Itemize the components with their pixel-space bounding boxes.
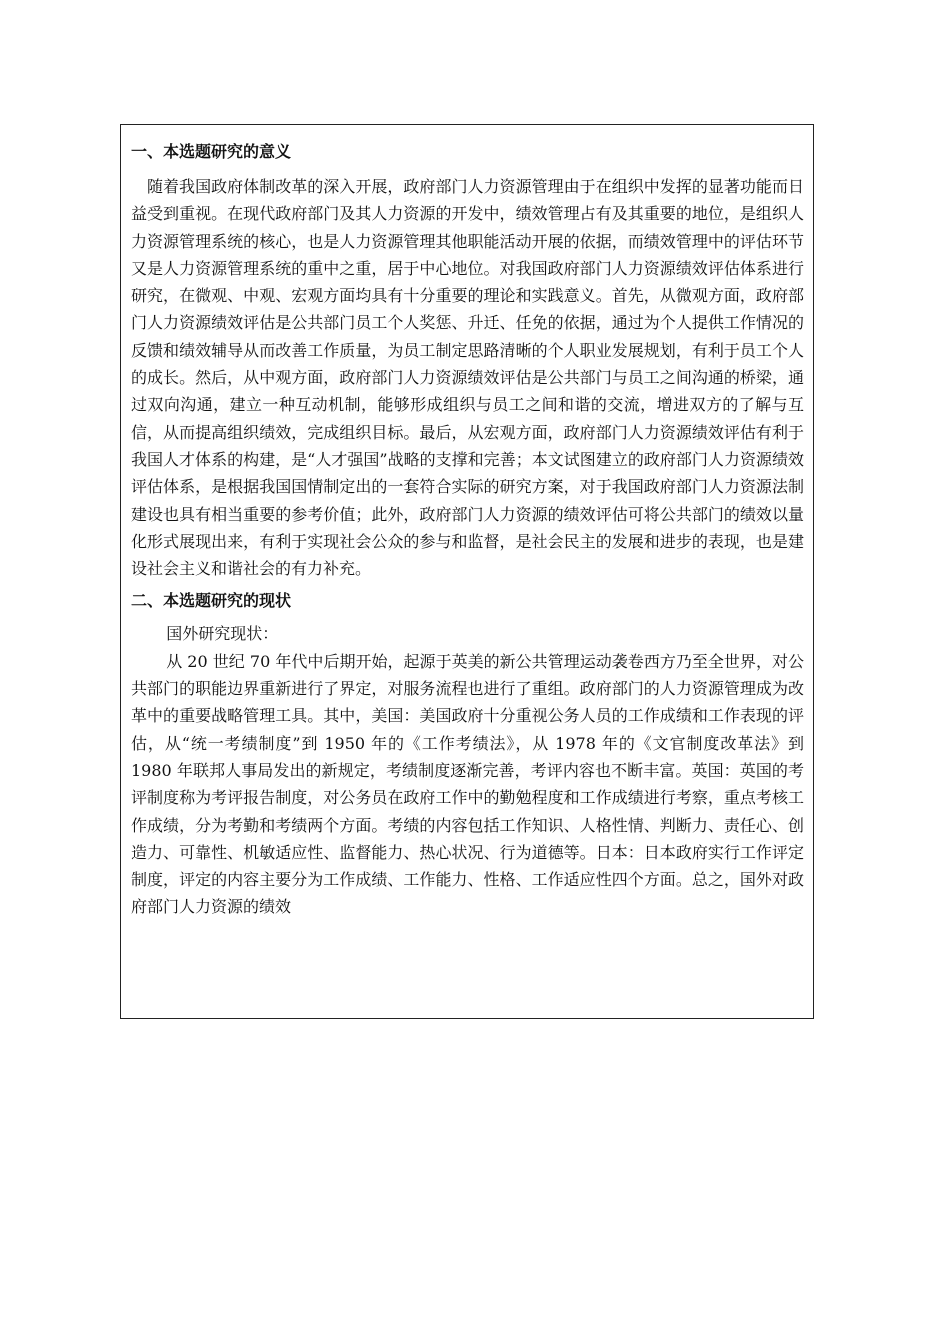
section-1-paragraph: 随着我国政府体制改革的深入开展，政府部门人力资源管理由于在组织中发挥的显著功能而日益受到重视。在现代政府部门及其人力资源的开发中，绩效管理占有及其重要的地位，是组织人力资源管理系统的核心，也是人力资源管理其他职能活动开展的依据，而绩效管理中的评估环节又是人力资源管理系统的重中之重，居于中心地位。对我国政府部门人力资源绩效评估体系进行研究，在微观、中观、宏观方面均具有十分重要的理论和实践意义。首先，从微观方面，政府部门人力资源绩效评估是公共部门员工个人奖惩、升迁、任免的依据，通过为个人提供工作情况的反馈和绩效辅导从而改善工作质量，为员工制定思路清晰的个人职业发展规划，有利于员工个人的成长。然后，从中观方面，政府部门人力资源绩效评估是公共部门与员工之间沟通的桥梁，通过双向沟通，建立一种互动机制，能够形成组织与员工之间和谐的交流，增进双方的了解与互信，从而提高组织绩效，完成组织目标。最后，从宏观方面，政府部门人力资源绩效评估有利于我国人才体系的构建，是“人才强国”战略的支撑和完善；本文试图建立的政府部门人力资源绩效评估体系，是根据我国国情制定出的一套符合实际的研究方案，对于我国政府部门人力资源法制建设也具有相当重要的参考价值；此外，政府部门人力资源的绩效评估可将公共部门的绩效以量化形式展现出来，有利于实现社会公众的参与和监督，是社会民主的发展和进步的表现，也是建设社会主义和谐社会的有力补充。 [131, 177, 804, 579]
section-2-heading: 二、本选题研究的现状 [131, 591, 292, 611]
section-2-paragraph: 从 20 世纪 70 年代中后期开始，起源于英美的新公共管理运动袭卷西方乃至全世界，对公共部门的职能边界重新进行了界定，对服务流程也进行了重组。政府部门的人力资源管理成为改革中的重要战略管理工具。其中，美国：美国政府十分重视公务人员的工作成绩和工作表现的评估，从“统一考绩制度”到 1950 年的《工作考绩法》，从 1978 年的《文官制度改革法》到 1980 年联邦人事局发出的新规定，考绩制度逐渐完善，考评内容也不断丰富。英国：英国的考评制度称为考评报告制度，对公务员在政府工作中的勤勉程度和工作成绩进行考察，重点考核工作成绩，分为考勤和考绩两个方面。考绩的内容包括工作知识、人格性情、判断力、责任心、创造力、可靠性、机敏适应性、监督能力、热心状况、行为道德等。日本：日本政府实行工作评定制度，评定的内容主要分为工作成绩、工作能力、性格、工作适应性四个方面。总之，国外对政府部门人力资源的绩效 [131, 651, 804, 917]
section-1-heading: 一、本选题研究的意义 [131, 142, 292, 161]
document-frame [120, 124, 814, 1019]
section-2-subheading: 国外研究现状： [166, 624, 279, 644]
